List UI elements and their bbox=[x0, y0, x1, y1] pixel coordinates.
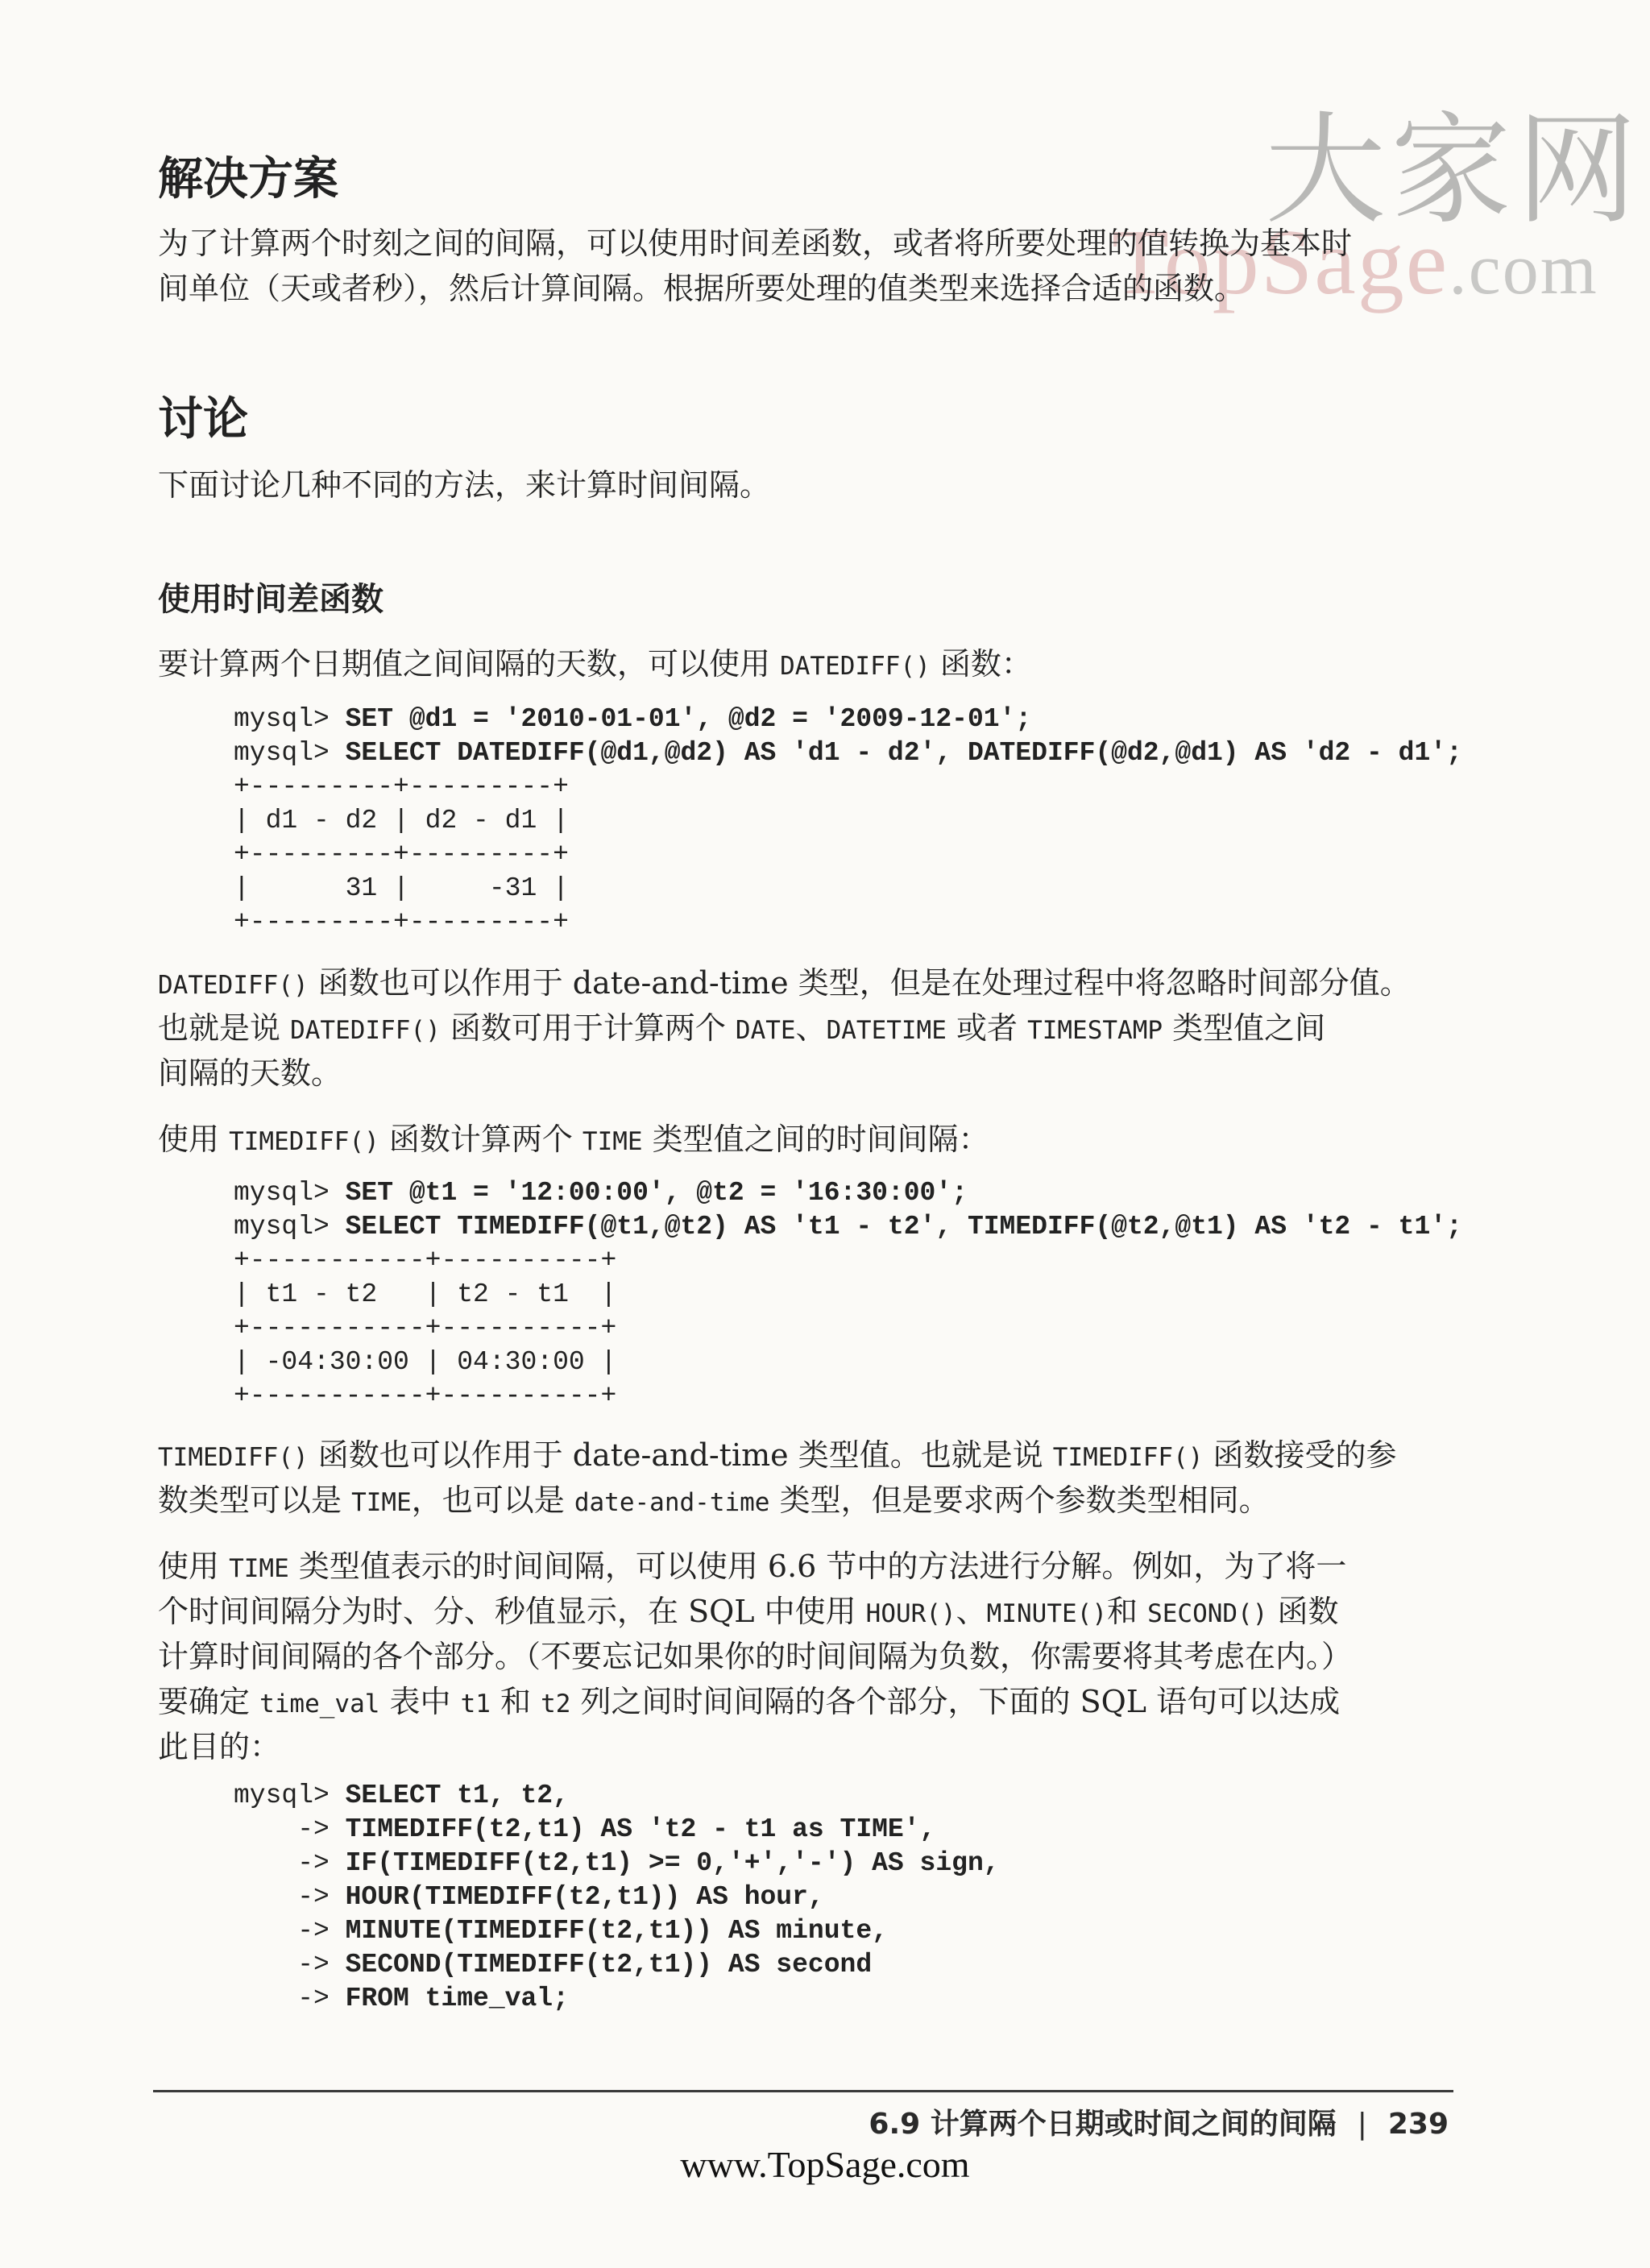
code-output: +-----------+----------+ bbox=[234, 1313, 617, 1343]
solution-line-1: 为了计算两个时刻之间的间隔，可以使用时间差函数，或者将所要处理的值转换为基本时 bbox=[158, 226, 1353, 261]
inline-code: DATEDIFF() bbox=[780, 652, 931, 681]
text: 函数 bbox=[1267, 1594, 1339, 1629]
code-prompt: mysql> bbox=[234, 738, 346, 768]
code-output: +-----------+----------+ bbox=[234, 1381, 617, 1411]
text: 也就是说 bbox=[158, 1010, 291, 1046]
text: 使用 bbox=[158, 1549, 230, 1584]
code-line bbox=[234, 1880, 1000, 1914]
discussion-intro: 下面讨论几种不同的方法，来计算时间间隔。 bbox=[158, 467, 771, 503]
code-command: IF(TIMEDIFF(t2,t1) >= 0,'+','-') AS sign, bbox=[345, 1848, 1000, 1878]
text: 类型，但是要求两个参数类型相同。 bbox=[769, 1482, 1270, 1518]
watermark-domain-suffix: .com bbox=[1449, 230, 1598, 309]
code-line bbox=[234, 838, 1462, 872]
text: 和 bbox=[1106, 1594, 1148, 1629]
code-command: SELECT DATEDIFF(@d1,@d2) AS 'd1 - d2', DATEDIFF(@d2,@d1) AS 'd2 - d1'; bbox=[345, 738, 1462, 768]
text: 数类型可以是 bbox=[158, 1482, 352, 1518]
code-prompt: mysql> bbox=[234, 1781, 346, 1810]
text: 函数也可以作用于 date-and-time 类型值。也就是说 bbox=[308, 1437, 1053, 1473]
code-command: SECOND(TIMEDIFF(t2,t1)) AS second bbox=[345, 1950, 873, 1980]
discussion-heading: 讨论 bbox=[158, 393, 248, 446]
code-output: | d1 - d2 | d2 - d1 | bbox=[234, 806, 569, 835]
inline-code: SECOND() bbox=[1147, 1599, 1268, 1628]
code-line bbox=[234, 906, 1462, 939]
inline-code: TIMEDIFF() bbox=[1052, 1443, 1204, 1472]
code-line bbox=[234, 1176, 1462, 1210]
footer-section-title: 6.9 计算两个日期或时间之间的间隔 bbox=[869, 2108, 1337, 2141]
text: 使用 bbox=[158, 1122, 230, 1157]
inline-code: t2 bbox=[541, 1690, 571, 1719]
datediff-para-line-2 bbox=[158, 1005, 1325, 1053]
code-line bbox=[234, 1312, 1462, 1345]
code-line bbox=[234, 1948, 1000, 1982]
code-line bbox=[234, 1813, 1000, 1847]
code-block-timediff bbox=[234, 1176, 1462, 1413]
code-command: SET @t1 = '12:00:00', @t2 = '16:30:00'; bbox=[345, 1178, 968, 1208]
text: 函数可用于计算两个 bbox=[440, 1010, 736, 1046]
inline-code: TIMEDIFF() bbox=[229, 1127, 379, 1156]
watermark-brand: TopSage bbox=[1112, 211, 1449, 314]
inline-code: TIMESTAMP bbox=[1027, 1016, 1163, 1045]
text: 要计算两个日期值之间间隔的天数，可以使用 bbox=[158, 646, 781, 682]
code-line bbox=[234, 1914, 1000, 1948]
code-line bbox=[234, 703, 1462, 736]
inline-code: t1 bbox=[460, 1690, 491, 1719]
code-command: MINUTE(TIMEDIFF(t2,t1)) AS minute, bbox=[345, 1916, 888, 1946]
watermark-cn-text: 大家网 bbox=[1265, 101, 1643, 241]
decompose-para-line-3: 计算时间间隔的各个部分。（不要忘记如果你的时间间隔为负数，你需要将其考虑在内。） bbox=[158, 1639, 1353, 1674]
text: ，也可以是 bbox=[411, 1482, 574, 1518]
timediff-para-line-1 bbox=[158, 1433, 1397, 1480]
inline-code: HOUR() bbox=[865, 1599, 956, 1628]
page-number: 239 bbox=[1387, 2108, 1449, 2141]
code-line bbox=[234, 872, 1462, 906]
code-line bbox=[234, 1982, 1000, 2016]
code-line bbox=[234, 1345, 1462, 1379]
text: 要确定 bbox=[158, 1684, 260, 1719]
code-block-decompose bbox=[234, 1779, 1000, 2016]
code-output: +---------+---------+ bbox=[234, 840, 569, 869]
text: 、 bbox=[795, 1010, 827, 1046]
inline-code: TIME bbox=[582, 1127, 643, 1156]
code-output: | 31 | -31 | bbox=[234, 873, 569, 903]
code-block-datediff bbox=[234, 703, 1462, 939]
text: 函数也可以作用于 date-and-time 类型，但是在处理过程中将忽略时间部分值。 bbox=[308, 965, 1411, 1001]
code-output: | t1 - t2 | t2 - t1 | bbox=[234, 1279, 617, 1309]
solution-line-2: 间单位（天或者秒），然后计算间隔。根据所要处理的值类型来选择合适的函数。 bbox=[158, 271, 1246, 306]
code-prompt: -> bbox=[234, 1984, 346, 2013]
inline-code: MINUTE() bbox=[986, 1599, 1107, 1628]
code-command: SELECT t1, t2, bbox=[345, 1781, 569, 1810]
inline-code: time_val bbox=[259, 1690, 380, 1719]
code-output: +-----------+----------+ bbox=[234, 1246, 617, 1275]
decompose-para-line-5: 此目的： bbox=[158, 1729, 281, 1764]
footer-rule bbox=[153, 2090, 1453, 2092]
code-line bbox=[234, 1278, 1462, 1312]
inline-code: DATETIME bbox=[826, 1016, 947, 1045]
running-footer bbox=[869, 2101, 1449, 2142]
site-url: www.TopSage.com bbox=[680, 2144, 970, 2185]
text: 列之间时间间隔的各个部分，下面的 SQL 语句可以达成 bbox=[570, 1684, 1341, 1719]
text: 类型值之间的时间间隔： bbox=[642, 1122, 989, 1157]
inline-code: TIME bbox=[229, 1554, 289, 1583]
footer-separator: | bbox=[1357, 2108, 1367, 2141]
code-output: +---------+---------+ bbox=[234, 772, 569, 802]
datediff-para-line-3: 间隔的天数。 bbox=[158, 1055, 342, 1091]
inline-code: DATE bbox=[735, 1016, 796, 1045]
code-command: TIMEDIFF(t2,t1) AS 't2 - t1 as TIME', bbox=[345, 1814, 936, 1844]
solution-heading: 解决方案 bbox=[158, 153, 338, 205]
text: 表中 bbox=[379, 1684, 461, 1719]
text: 或者 bbox=[946, 1010, 1028, 1046]
code-line bbox=[234, 1779, 1000, 1813]
text: 类型值表示的时间间隔，可以使用 6.6 节中的方法进行分解。例如，为了将一 bbox=[288, 1549, 1347, 1584]
topsage-watermark-logo bbox=[1112, 73, 1643, 363]
datediff-para-line-1 bbox=[158, 960, 1411, 1008]
timediff-para-line-2 bbox=[158, 1478, 1270, 1525]
text: 和 bbox=[490, 1684, 541, 1719]
inline-code: DATEDIFF() bbox=[290, 1016, 441, 1045]
text: 、 bbox=[956, 1594, 987, 1629]
code-prompt: -> bbox=[234, 1814, 346, 1844]
code-output: | -04:30:00 | 04:30:00 | bbox=[234, 1347, 617, 1377]
code-prompt: -> bbox=[234, 1916, 346, 1946]
code-prompt: mysql> bbox=[234, 704, 346, 734]
datediff-intro bbox=[158, 641, 1032, 689]
timediff-intro bbox=[158, 1117, 989, 1164]
code-command: HOUR(TIMEDIFF(t2,t1)) AS hour, bbox=[345, 1882, 824, 1912]
code-line bbox=[234, 1379, 1462, 1413]
decompose-para-line-2 bbox=[158, 1589, 1338, 1636]
text: 函数接受的参 bbox=[1203, 1437, 1397, 1473]
inline-code: DATEDIFF() bbox=[158, 971, 309, 1000]
text: 个时间间隔分为时、分、秒值显示，在 SQL 中使用 bbox=[158, 1594, 866, 1629]
code-line bbox=[234, 804, 1462, 838]
code-command: SET @d1 = '2010-01-01', @d2 = '2009-12-01'; bbox=[345, 704, 1032, 734]
code-prompt: -> bbox=[234, 1882, 346, 1912]
inline-code: TIMEDIFF() bbox=[158, 1443, 309, 1472]
code-command: SELECT TIMEDIFF(@t1,@t2) AS 't1 - t2', TIMEDIFF(@t2,@t1) AS 't2 - t1'; bbox=[345, 1212, 1462, 1242]
inline-code: date-and-time bbox=[574, 1488, 770, 1517]
code-prompt: -> bbox=[234, 1848, 346, 1878]
code-output: +---------+---------+ bbox=[234, 907, 569, 937]
code-line bbox=[234, 1210, 1462, 1244]
code-line bbox=[234, 770, 1462, 804]
text: 类型值之间 bbox=[1163, 1010, 1326, 1046]
code-prompt: -> bbox=[234, 1950, 346, 1980]
decompose-para-line-1 bbox=[158, 1544, 1346, 1591]
text: 函数： bbox=[930, 646, 1032, 682]
code-prompt: mysql> bbox=[234, 1212, 346, 1242]
code-line bbox=[234, 1244, 1462, 1278]
code-prompt: mysql> bbox=[234, 1178, 346, 1208]
code-line bbox=[234, 736, 1462, 770]
subsection-heading: 使用时间差函数 bbox=[158, 581, 383, 618]
code-command: FROM time_val; bbox=[345, 1984, 569, 2013]
text: 函数计算两个 bbox=[379, 1122, 582, 1157]
decompose-para-line-4 bbox=[158, 1679, 1340, 1727]
inline-code: TIME bbox=[351, 1488, 412, 1517]
code-line bbox=[234, 1847, 1000, 1880]
